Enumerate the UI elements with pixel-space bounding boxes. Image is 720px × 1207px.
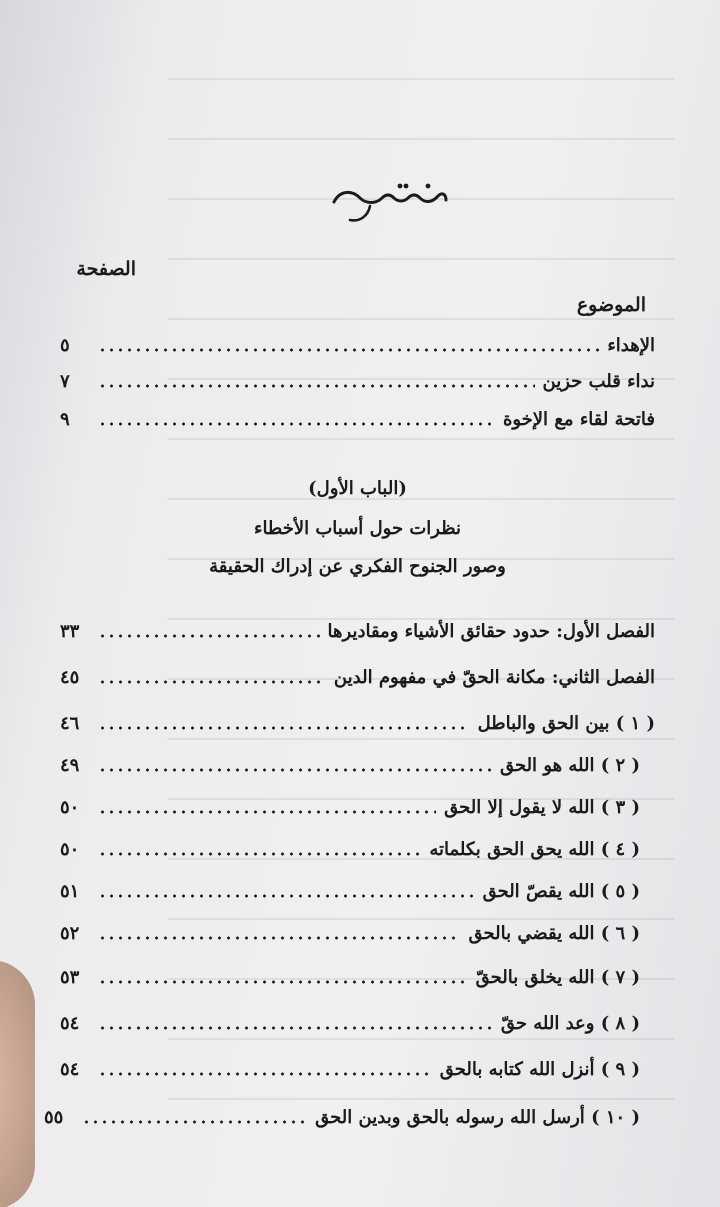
leader-dots [98,348,599,352]
toc-entry [60,404,655,434]
toc-entry [60,330,655,360]
toc-entry-label: ( ٢ ) الله هو الحق [499,754,640,776]
toc-entry-page: ٥٥ [44,1106,64,1128]
part-subtitle-2: وصور الجنوح الفكري عن إدراك الحقيقة [209,556,506,577]
toc-entry-label: ( ٨ ) وعد الله حقّ [500,1012,640,1034]
toc-item [60,1054,640,1084]
toc-entry-page: ٤٦ [60,712,80,734]
toc-chapter [60,616,655,646]
leader-dots [98,768,492,772]
toc-entry-page: ٣٣ [60,620,80,642]
toc-entry-label: الفصل الثاني: مكانة الحقّ في مفهوم الدين [333,666,655,688]
leader-dots [98,1026,493,1030]
column-header-topic: الموضوع [576,294,646,316]
toc-entry-page: ٥٤ [60,1058,80,1080]
leader-dots [98,810,436,814]
toc-entry-label: فاتحة لقاء مع الإخوة [502,408,655,430]
toc-item [44,1102,640,1132]
toc-entry [60,366,655,396]
toc-entry-label: ( ٥ ) الله يقصّ الحق [482,880,640,902]
toc-entry-page: ٤٩ [60,754,80,776]
toc-entry-page: ٩ [60,408,70,430]
toc-entry-label: الإهداء [607,334,655,356]
toc-item [60,918,640,948]
toc-item [60,834,640,864]
leader-dots [82,1120,307,1124]
column-header-page: الصفحة [76,258,136,280]
toc-entry-page: ٥ [60,334,70,356]
leader-dots [98,980,468,984]
toc-entry-label: ( ٤ ) الله يحق الحق بكلماته [429,838,640,860]
toc-entry-label: ( ٩ ) أنزل الله كتابه بالحق [439,1058,640,1080]
toc-entry-label: ( ١ ) بين الحق والباطل [477,712,655,734]
leader-dots [98,680,326,684]
toc-entry-page: ٥٠ [60,796,80,818]
toc-item [60,876,640,906]
toc-entry-label: ( ٦ ) الله يقضي بالحق [468,922,640,944]
leader-dots [98,634,320,638]
toc-entry-label: ( ٧ ) الله يخلق بالحقّ [475,966,640,988]
toc-entry-label: ( ٣ ) الله لا يقول إلا الحق [444,796,640,818]
toc-entry-page: ٤٥ [60,666,80,688]
toc-entry-label: نداء قلب حزين [542,370,655,392]
toc-entry-label: الفصل الأول: حدود حقائق الأشياء ومقاديرها [327,620,655,642]
toc-entry-page: ٥٢ [60,922,80,944]
toc-entry-page: ٥٣ [60,966,80,988]
calligraphy-title-fihris [330,172,450,228]
toc-item [60,708,655,738]
thumb [0,960,35,1207]
toc-chapter [60,662,655,692]
toc-entry-label: ( ١٠ ) أرسل الله رسوله بالحق وبدين الحق [315,1106,640,1128]
toc-item [60,750,640,780]
leader-dots [98,1072,432,1076]
toc-entry-page: ٥١ [60,880,80,902]
leader-dots [98,936,461,940]
leader-dots [98,852,421,856]
part-subtitle-1: نظرات حول أسباب الأخطاء [253,518,461,539]
toc-entry-page: ٥٤ [60,1012,80,1034]
toc-entry-page: ٥٠ [60,838,80,860]
leader-dots [98,894,475,898]
toc-item [60,792,640,822]
part-heading: (الباب الأول) [308,478,407,499]
leader-dots [98,726,470,730]
toc-entry-page: ٧ [60,370,70,392]
leader-dots [98,422,495,426]
toc-item [60,1008,640,1038]
toc-item [60,962,640,992]
leader-dots [98,384,535,388]
